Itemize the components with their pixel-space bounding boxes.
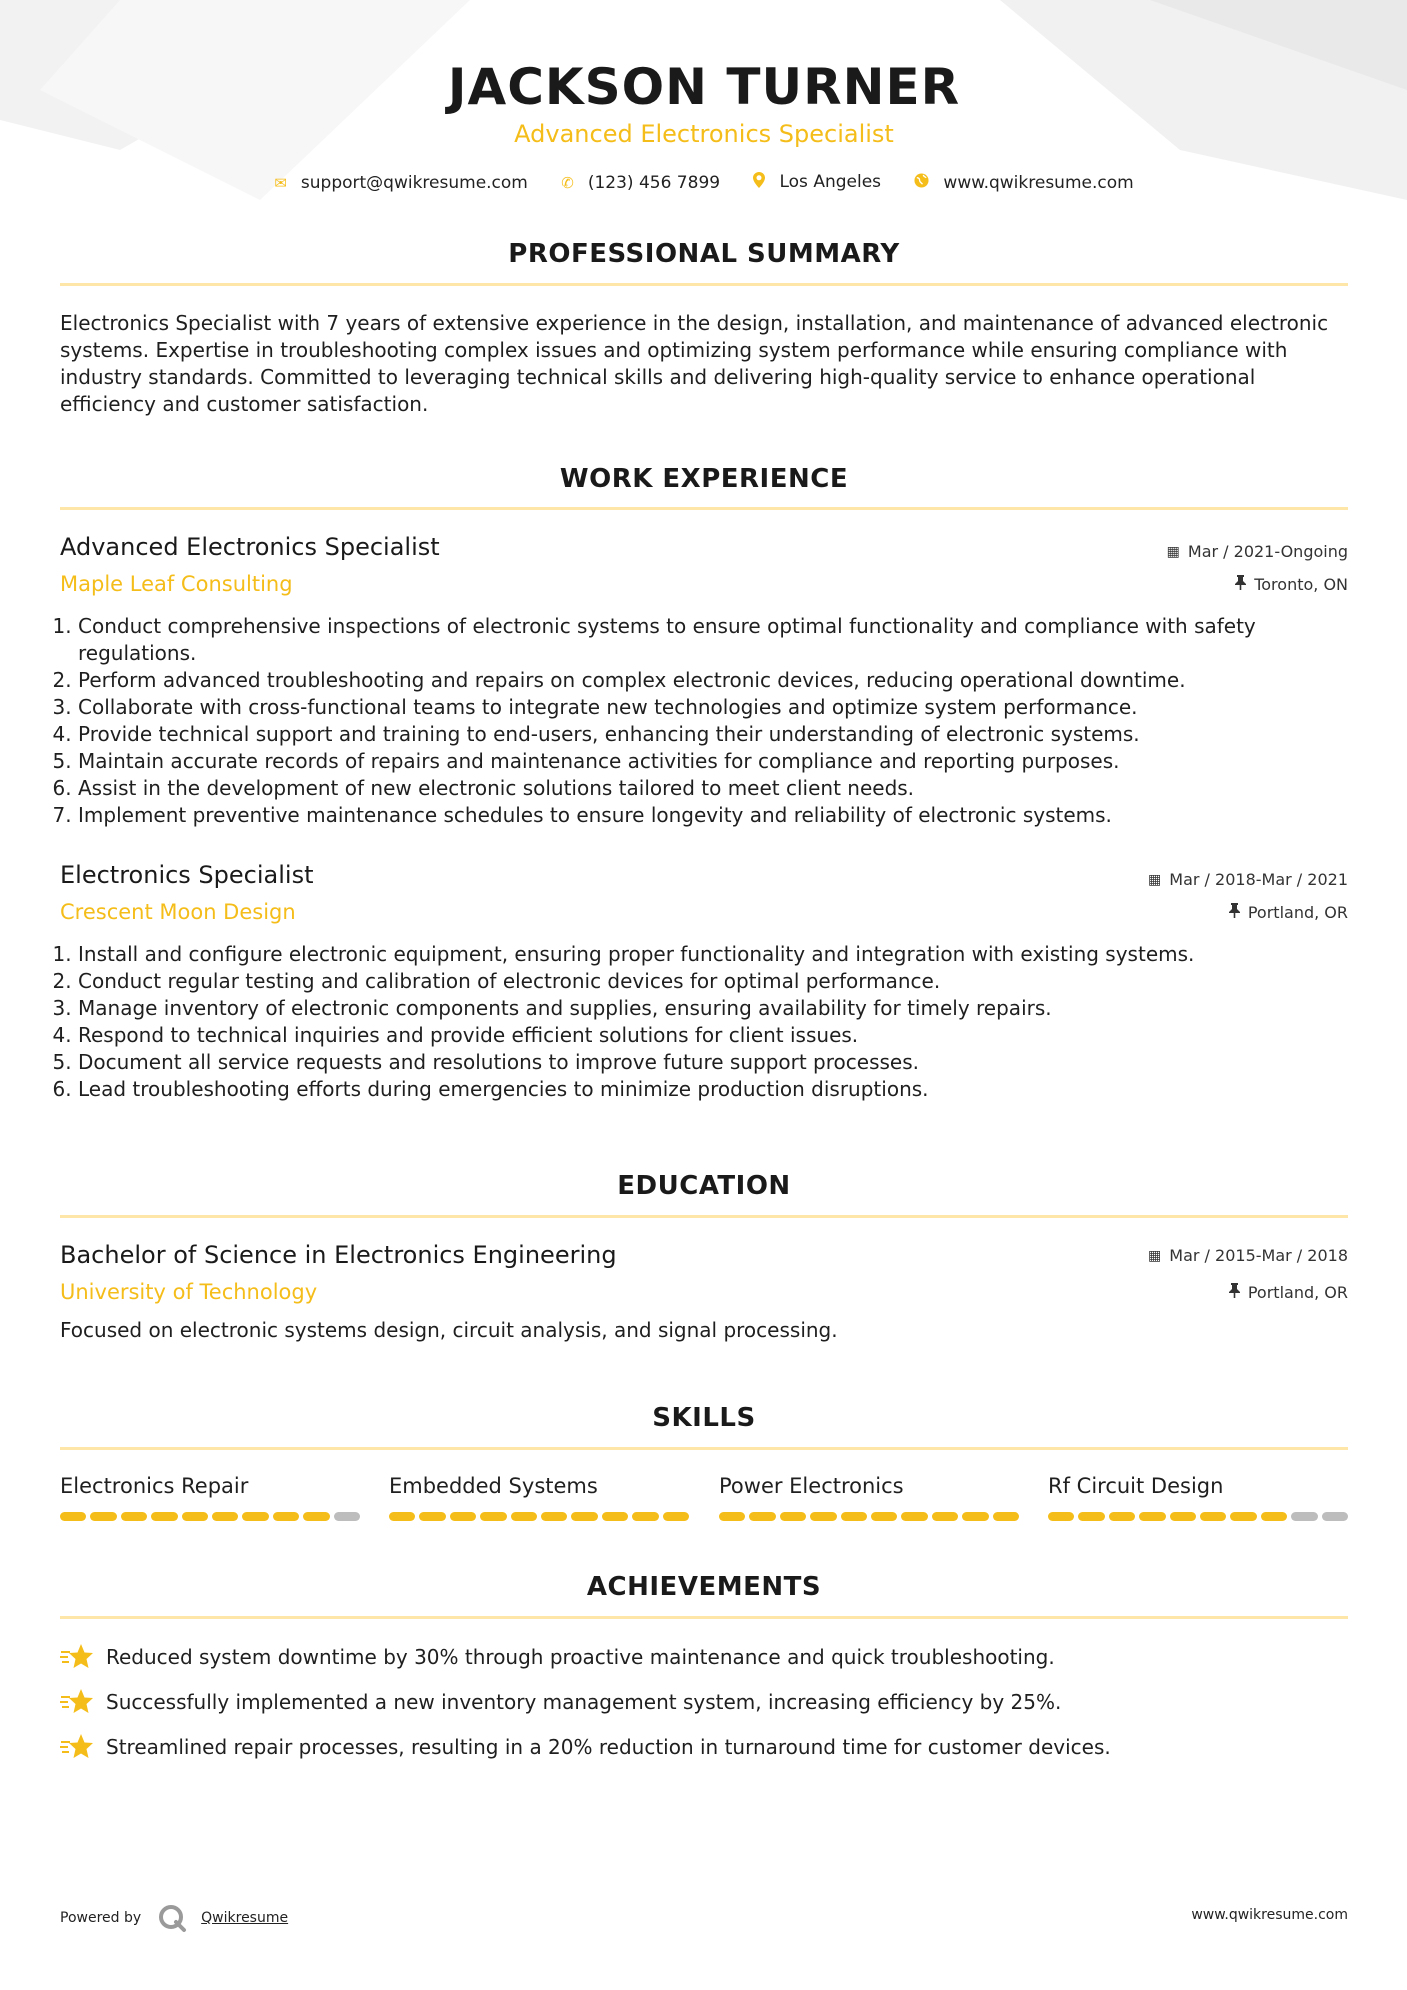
list-item: 4. Respond to technical inquiries and provide efficient solutions for client issues. [78, 1022, 1366, 1049]
skill-level-segment [993, 1512, 1019, 1521]
skill-level-segment [1109, 1512, 1135, 1521]
contact-phone[interactable]: ✆ (123) 456 7899 [561, 173, 721, 193]
skill-level-segment [303, 1512, 329, 1521]
phone-icon: ✆ [561, 174, 574, 192]
job-1-company: Maple Leaf Consulting [60, 572, 293, 596]
pushpin-icon [1229, 1283, 1240, 1302]
job-2-company: Crescent Moon Design [60, 900, 296, 924]
skill-level-segment [60, 1512, 86, 1521]
skill-level-segment [602, 1512, 628, 1521]
education-location: Portland, OR [1229, 1283, 1348, 1302]
skill-level-segment [1291, 1512, 1317, 1521]
job-1-date: ▦ Mar / 2021-Ongoing [1166, 542, 1348, 561]
skill-level-segment [242, 1512, 268, 1521]
skill-level-segment [810, 1512, 836, 1521]
achievements-heading: ACHIEVEMENTS [586, 1572, 822, 1602]
list-item: 3. Collaborate with cross-functional teams to integrate new technologies and optimize system performance. [78, 694, 1366, 721]
skill-level-segment [749, 1512, 775, 1521]
education-heading: EDUCATION [617, 1171, 791, 1201]
skill-level-segment [932, 1512, 958, 1521]
achievements-divider [60, 1616, 1348, 1619]
skill-level-segment [871, 1512, 897, 1521]
calendar-icon: ▦ [1166, 543, 1180, 560]
list-item: 5. Document all service requests and resolutions to improve future support processes. [78, 1049, 1366, 1076]
list-item: 4. Provide technical support and training to end-users, enhancing their understanding of electronic systems. [78, 721, 1366, 748]
skill-level-segment [1048, 1512, 1074, 1521]
qwikresume-link[interactable]: Qwikresume [201, 1910, 289, 1926]
contact-email[interactable]: ✉ support@qwikresume.com [274, 173, 528, 193]
skill-level-segment [511, 1512, 537, 1521]
skill-level-segment [780, 1512, 806, 1521]
education-date: ▦ Mar / 2015-Mar / 2018 [1148, 1246, 1348, 1265]
calendar-icon: ▦ [1148, 1247, 1162, 1264]
skill-level-bar [389, 1512, 689, 1521]
resume-page [60, 0, 1348, 1990]
job-1-location: Toronto, ON [1235, 575, 1348, 594]
skill-level-segment [334, 1512, 360, 1521]
skill-level-segment [541, 1512, 567, 1521]
job-1-responsibilities [60, 613, 1366, 829]
skill-level-segment [632, 1512, 658, 1521]
achievement-item: Successfully implemented a new inventory management system, increasing efficiency by 25%. [60, 1688, 1061, 1716]
skill-level-segment [1170, 1512, 1196, 1521]
experience-heading: WORK EXPERIENCE [559, 464, 849, 494]
skill-name: Embedded Systems [389, 1474, 598, 1498]
job-2-title: Electronics Specialist [60, 861, 314, 889]
skill-name: Rf Circuit Design [1048, 1474, 1224, 1498]
qwikresume-logo-icon [157, 1903, 187, 1933]
skill-item [60, 1474, 360, 1521]
list-item: 2. Perform advanced troubleshooting and repairs on complex electronic devices, reducing operational downtime. [78, 667, 1366, 694]
skill-level-segment [419, 1512, 445, 1521]
skill-level-segment [450, 1512, 476, 1521]
powered-by: Powered by Qwikresume [60, 1903, 288, 1933]
skill-level-segment [663, 1512, 689, 1521]
list-item: 6. Lead troubleshooting efforts during emergencies to minimize production disruptions. [78, 1076, 1366, 1103]
skill-level-bar [1048, 1512, 1348, 1521]
education-description: Focused on electronic systems design, circuit analysis, and signal processing. [60, 1318, 838, 1342]
pushpin-icon [1229, 903, 1240, 922]
education-divider [60, 1215, 1348, 1218]
candidate-name: JACKSON TURNER [447, 58, 961, 116]
calendar-icon: ▦ [1148, 871, 1162, 888]
list-item: 1. Conduct comprehensive inspections of electronic systems to ensure optimal functionality and compliance with safety regulations. [78, 613, 1366, 667]
skill-item [1048, 1474, 1348, 1521]
skill-name: Electronics Repair [60, 1474, 249, 1498]
skill-level-segment [90, 1512, 116, 1521]
skill-level-segment [151, 1512, 177, 1521]
list-item: 6. Assist in the development of new electronic solutions tailored to meet client needs. [78, 775, 1366, 802]
job-2-responsibilities [60, 941, 1366, 1103]
skill-level-segment [1322, 1512, 1348, 1521]
skill-level-segment [182, 1512, 208, 1521]
skill-level-segment [1200, 1512, 1226, 1521]
skill-name: Power Electronics [719, 1474, 904, 1498]
contact-bar [60, 172, 1348, 193]
star-icon [60, 1643, 94, 1671]
job-2-location: Portland, OR [1229, 903, 1348, 922]
footer-website-link[interactable]: www.qwikresume.com [1191, 1907, 1348, 1923]
list-item: 3. Manage inventory of electronic components and supplies, ensuring availability for timely repairs. [78, 995, 1366, 1022]
star-icon [60, 1733, 94, 1761]
star-icon [60, 1688, 94, 1716]
pushpin-icon [1235, 575, 1246, 594]
skill-level-segment [273, 1512, 299, 1521]
skill-item [719, 1474, 1019, 1521]
list-item: 5. Maintain accurate records of repairs and maintenance activities for compliance and reporting purposes. [78, 748, 1366, 775]
skill-level-segment [1139, 1512, 1165, 1521]
skill-level-segment [1230, 1512, 1256, 1521]
candidate-title: Advanced Electronics Specialist [514, 120, 894, 148]
summary-heading: PROFESSIONAL SUMMARY [508, 239, 900, 269]
envelope-icon: ✉ [274, 174, 287, 192]
skill-level-bar [60, 1512, 360, 1521]
achievement-item: Reduced system downtime by 30% through proactive maintenance and quick troubleshooting. [60, 1643, 1055, 1671]
education-school: University of Technology [60, 1280, 318, 1304]
skill-level-segment [841, 1512, 867, 1521]
contact-website[interactable]: www.qwikresume.com [914, 173, 1133, 193]
skill-level-segment [212, 1512, 238, 1521]
summary-text: Electronics Specialist with 7 years of extensive experience in the design, installation, and maintenance of advanced electronic systems. Expertise in troubleshooting complex issues and optimizing system performance while ensuring compliance with industry standards. Committed to leveraging technical skills and delivering high-quality service to enhance operational efficiency and customer satisfaction. [60, 311, 1329, 416]
skills-divider [60, 1447, 1348, 1450]
job-1-title: Advanced Electronics Specialist [60, 533, 440, 561]
skills-heading: SKILLS [652, 1403, 756, 1433]
list-item: 2. Conduct regular testing and calibration of electronic devices for optimal performance. [78, 968, 1366, 995]
skill-level-segment [1078, 1512, 1104, 1521]
skill-level-segment [962, 1512, 988, 1521]
skill-level-bar [719, 1512, 1019, 1521]
summary-divider [60, 283, 1348, 286]
skill-level-segment [389, 1512, 415, 1521]
map-pin-icon [753, 172, 765, 192]
list-item: 1. Install and configure electronic equipment, ensuring proper functionality and integration with existing systems. [78, 941, 1366, 968]
contact-location: Los Angeles [753, 172, 881, 192]
achievement-item: Streamlined repair processes, resulting in a 20% reduction in turnaround time for customer devices. [60, 1733, 1111, 1761]
skill-level-segment [719, 1512, 745, 1521]
job-2-date: ▦ Mar / 2018-Mar / 2021 [1148, 870, 1348, 889]
experience-divider [60, 507, 1348, 510]
skill-item [389, 1474, 689, 1521]
list-item: 7. Implement preventive maintenance schedules to ensure longevity and reliability of electronic systems. [78, 802, 1366, 829]
skill-level-segment [480, 1512, 506, 1521]
skill-level-segment [121, 1512, 147, 1521]
globe-icon [914, 173, 929, 192]
skill-level-segment [901, 1512, 927, 1521]
skill-level-segment [1261, 1512, 1287, 1521]
skill-level-segment [571, 1512, 597, 1521]
education-degree: Bachelor of Science in Electronics Engineering [60, 1241, 617, 1269]
